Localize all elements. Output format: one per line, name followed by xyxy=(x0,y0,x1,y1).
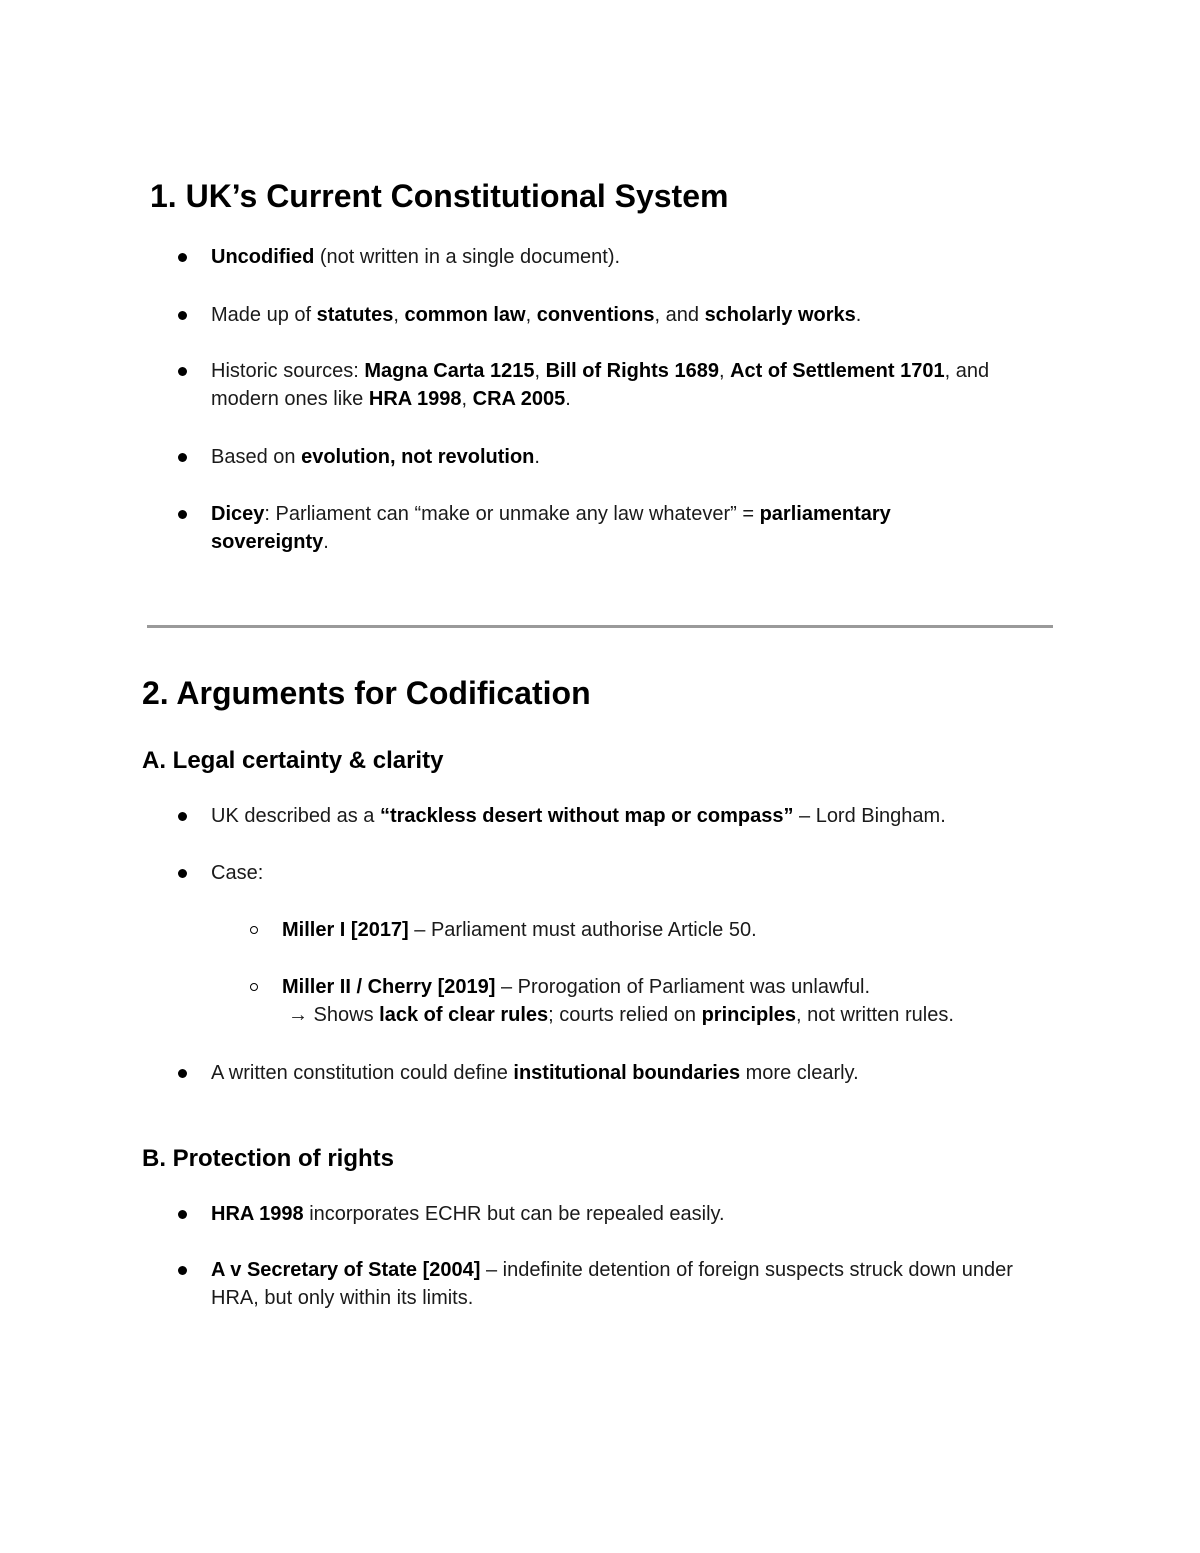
horizontal-divider xyxy=(147,625,1053,628)
list-item: Made up of statutes, common law, conventions, and scholarly works. xyxy=(211,304,862,326)
section-1-heading: 1. UK’s Current Constitutional System xyxy=(150,178,729,214)
bullet-icon xyxy=(178,311,187,320)
bullet-icon xyxy=(178,1069,187,1078)
bullet-icon xyxy=(178,510,187,519)
list-item: UK described as a “trackless desert without map or compass” – Lord Bingham. xyxy=(211,805,946,827)
bullet-icon xyxy=(178,869,187,878)
list-item: A v Secretary of State [2004] – indefinite detention of foreign suspects struck down under HRA, but only within its limits. xyxy=(211,1259,1013,1309)
sub-bullet-icon xyxy=(250,983,258,991)
bullet-icon xyxy=(178,1266,187,1275)
list-item: Historic sources: Magna Carta 1215, Bill of Rights 1689, Act of Settlement 1701, and modern ones like HRA 1998, CRA 2005. xyxy=(211,360,990,410)
list-item: Case: xyxy=(211,862,264,884)
bullet-icon xyxy=(178,1210,187,1219)
bullet-icon xyxy=(178,367,187,376)
list-item: A written constitution could define institutional boundaries more clearly. xyxy=(211,1062,859,1084)
bullet-icon xyxy=(178,253,187,262)
bullet-icon xyxy=(178,812,187,821)
sub-list-item: Miller I [2017] – Parliament must authorise Article 50. xyxy=(282,919,757,941)
sub-bullet-icon xyxy=(250,926,258,934)
subheading-b: B. Protection of rights xyxy=(142,1145,394,1172)
list-item: HRA 1998 incorporates ECHR but can be repealed easily. xyxy=(211,1203,725,1225)
subheading-a: A. Legal certainty & clarity xyxy=(142,747,444,774)
list-item: Based on evolution, not revolution. xyxy=(211,446,540,468)
list-item: Uncodified (not written in a single document). xyxy=(211,246,621,268)
sub-list-item: Miller II / Cherry [2019] – Prorogation of Parliament was unlawful. → Shows lack of clear rules; courts relied on principles, not written rules. xyxy=(282,976,954,1026)
section-2-heading: 2. Arguments for Codification xyxy=(142,675,591,711)
list-item: Dicey: Parliament can “make or unmake any law whatever” = parliamentary sovereignty. xyxy=(211,503,891,553)
bullet-icon xyxy=(178,453,187,462)
